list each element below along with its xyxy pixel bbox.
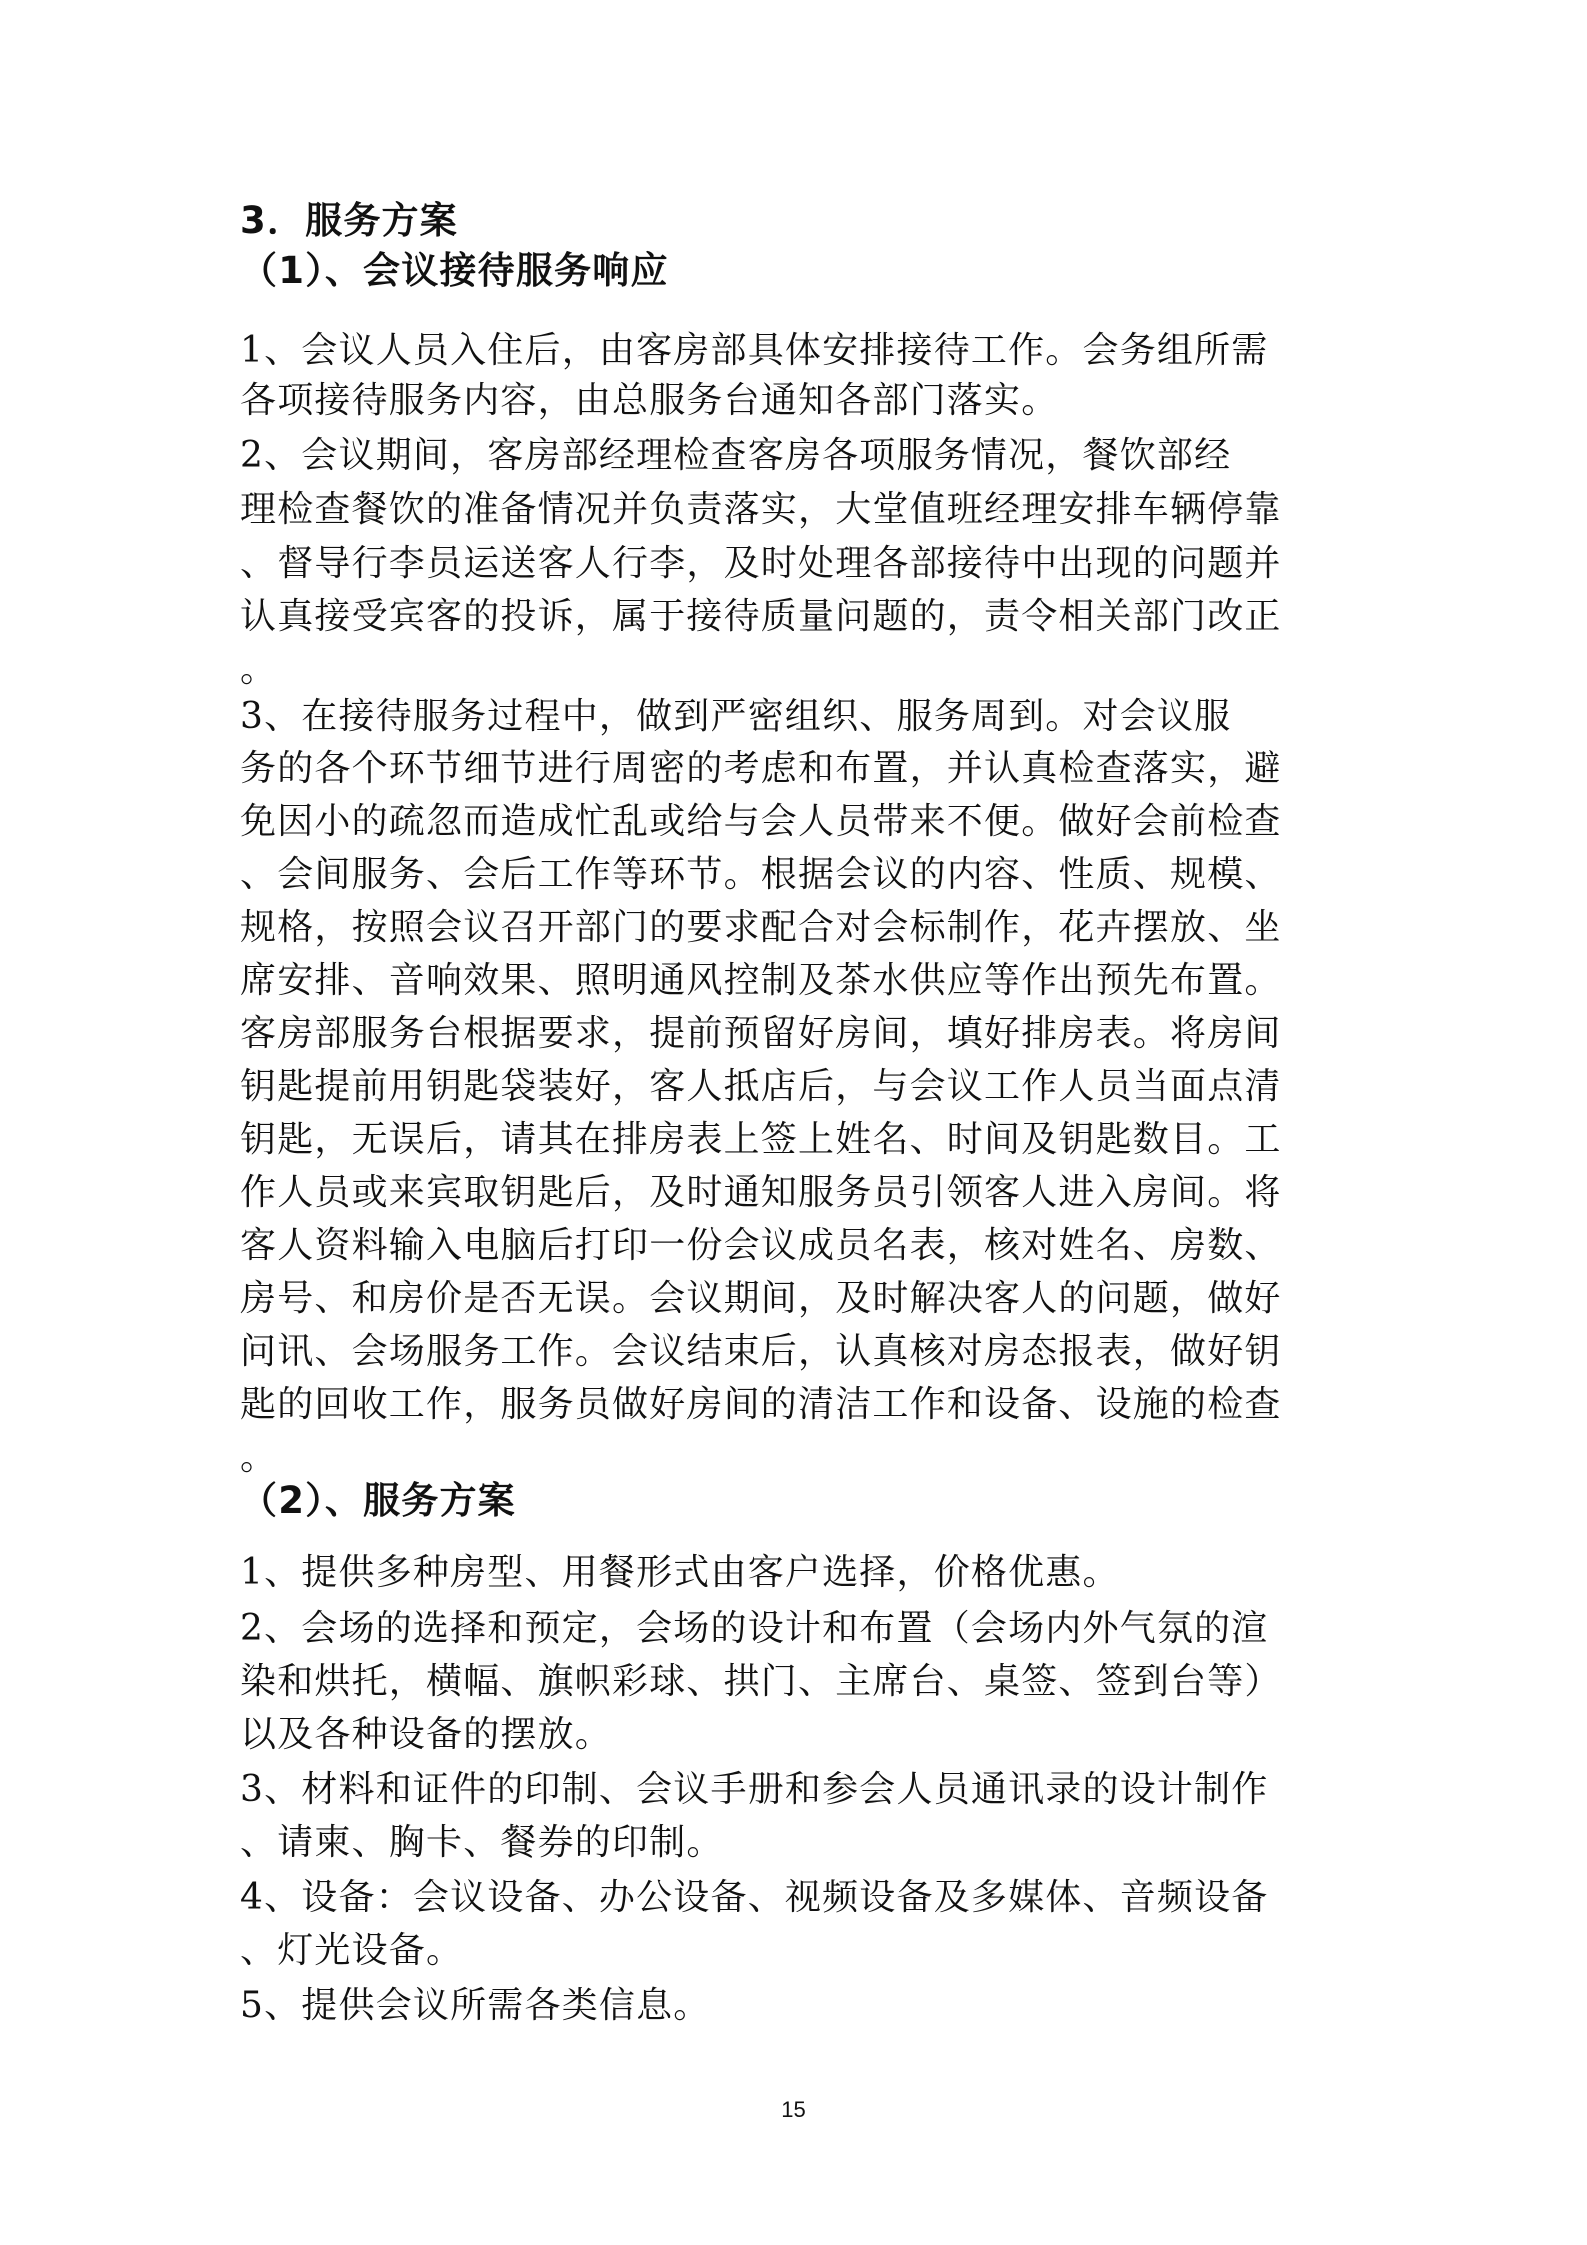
- paragraph-line: 问讯、会场服务工作。会议结束后，认真核对房态报表，做好钥: [240, 1331, 1282, 1372]
- list-item: 4、设备：会议设备、办公设备、视频设备及多媒体、音频设备: [240, 1877, 1269, 1918]
- paragraph-line: 钥匙提前用钥匙袋装好，客人抵店后，与会议工作人员当面点清: [240, 1066, 1282, 1107]
- subsection-2-title: （2）、服务方案: [240, 1479, 516, 1522]
- paragraph-line: 理检查餐饮的准备情况并负责落实，大堂值班经理安排车辆停靠: [240, 489, 1282, 530]
- paragraph-line: 、督导行李员运送客人行李，及时处理各部接待中出现的问题并: [240, 543, 1282, 584]
- paragraph-line: 席安排、音响效果、照明通风控制及茶水供应等作出预先布置。: [240, 960, 1282, 1001]
- paragraph-line: 作人员或来宾取钥匙后，及时通知服务员引领客人进入房间。将: [240, 1172, 1282, 1213]
- list-item: 2、会场的选择和预定，会场的设计和布置（会场内外气氛的渲: [240, 1608, 1269, 1649]
- paragraph-line: 2、会议期间，客房部经理检查客房各项服务情况，餐饮部经: [240, 435, 1232, 476]
- list-item-continuation: 以及各种设备的摆放。: [240, 1714, 613, 1755]
- list-item-continuation: 染和烘托，横幅、旗帜彩球、拱门、主席台、桌签、签到台等）: [240, 1661, 1282, 1702]
- paragraph-line: 、会间服务、会后工作等环节。根据会议的内容、性质、规模、: [240, 854, 1282, 895]
- paragraph-line: 客房部服务台根据要求，提前预留好房间，填好排房表。将房间: [240, 1013, 1282, 1054]
- paragraph-line: 务的各个环节细节进行周密的考虑和布置，并认真检查落实，避: [240, 748, 1282, 789]
- paragraph-line: 免因小的疏忽而造成忙乱或给与会人员带来不便。做好会前检查: [240, 801, 1282, 842]
- list-item-continuation: 、请柬、胸卡、餐券的印制。: [240, 1822, 724, 1863]
- paragraph-line: 。: [240, 649, 278, 690]
- list-item: 5、提供会议所需各类信息。: [240, 1985, 711, 2026]
- section-title: 3．服务方案: [240, 199, 458, 242]
- paragraph-line: 房号、和房价是否无误。会议期间，及时解决客人的问题，做好: [240, 1278, 1282, 1319]
- list-item-continuation: 、灯光设备。: [240, 1930, 464, 1971]
- paragraph-line: 各项接待服务内容，由总服务台通知各部门落实。: [240, 380, 1059, 421]
- paragraph-line: 规格，按照会议召开部门的要求配合对会标制作，花卉摆放、坐: [240, 907, 1282, 948]
- page-number: 15: [781, 2097, 806, 2122]
- paragraph-line: 钥匙，无误后，请其在排房表上签上姓名、时间及钥匙数目。工: [240, 1119, 1282, 1160]
- paragraph-line: 匙的回收工作，服务员做好房间的清洁工作和设备、设施的检查: [240, 1384, 1282, 1425]
- paragraph-line: 3、在接待服务过程中，做到严密组织、服务周到。对会议服: [240, 696, 1232, 737]
- subsection-1-title: （1）、会议接待服务响应: [240, 249, 669, 292]
- list-item: 1、提供多种房型、用餐形式由客户选择，价格优惠。: [240, 1552, 1120, 1593]
- paragraph-line: 客人资料输入电脑后打印一份会议成员名表，核对姓名、房数、: [240, 1225, 1282, 1266]
- paragraph-line: 。: [240, 1437, 278, 1478]
- paragraph-line: 认真接受宾客的投诉，属于接待质量问题的，责令相关部门改正: [240, 596, 1282, 637]
- paragraph-line: 1、会议人员入住后，由客房部具体安排接待工作。会务组所需: [240, 330, 1269, 371]
- list-item: 3、材料和证件的印制、会议手册和参会人员通讯录的设计制作: [240, 1769, 1269, 1810]
